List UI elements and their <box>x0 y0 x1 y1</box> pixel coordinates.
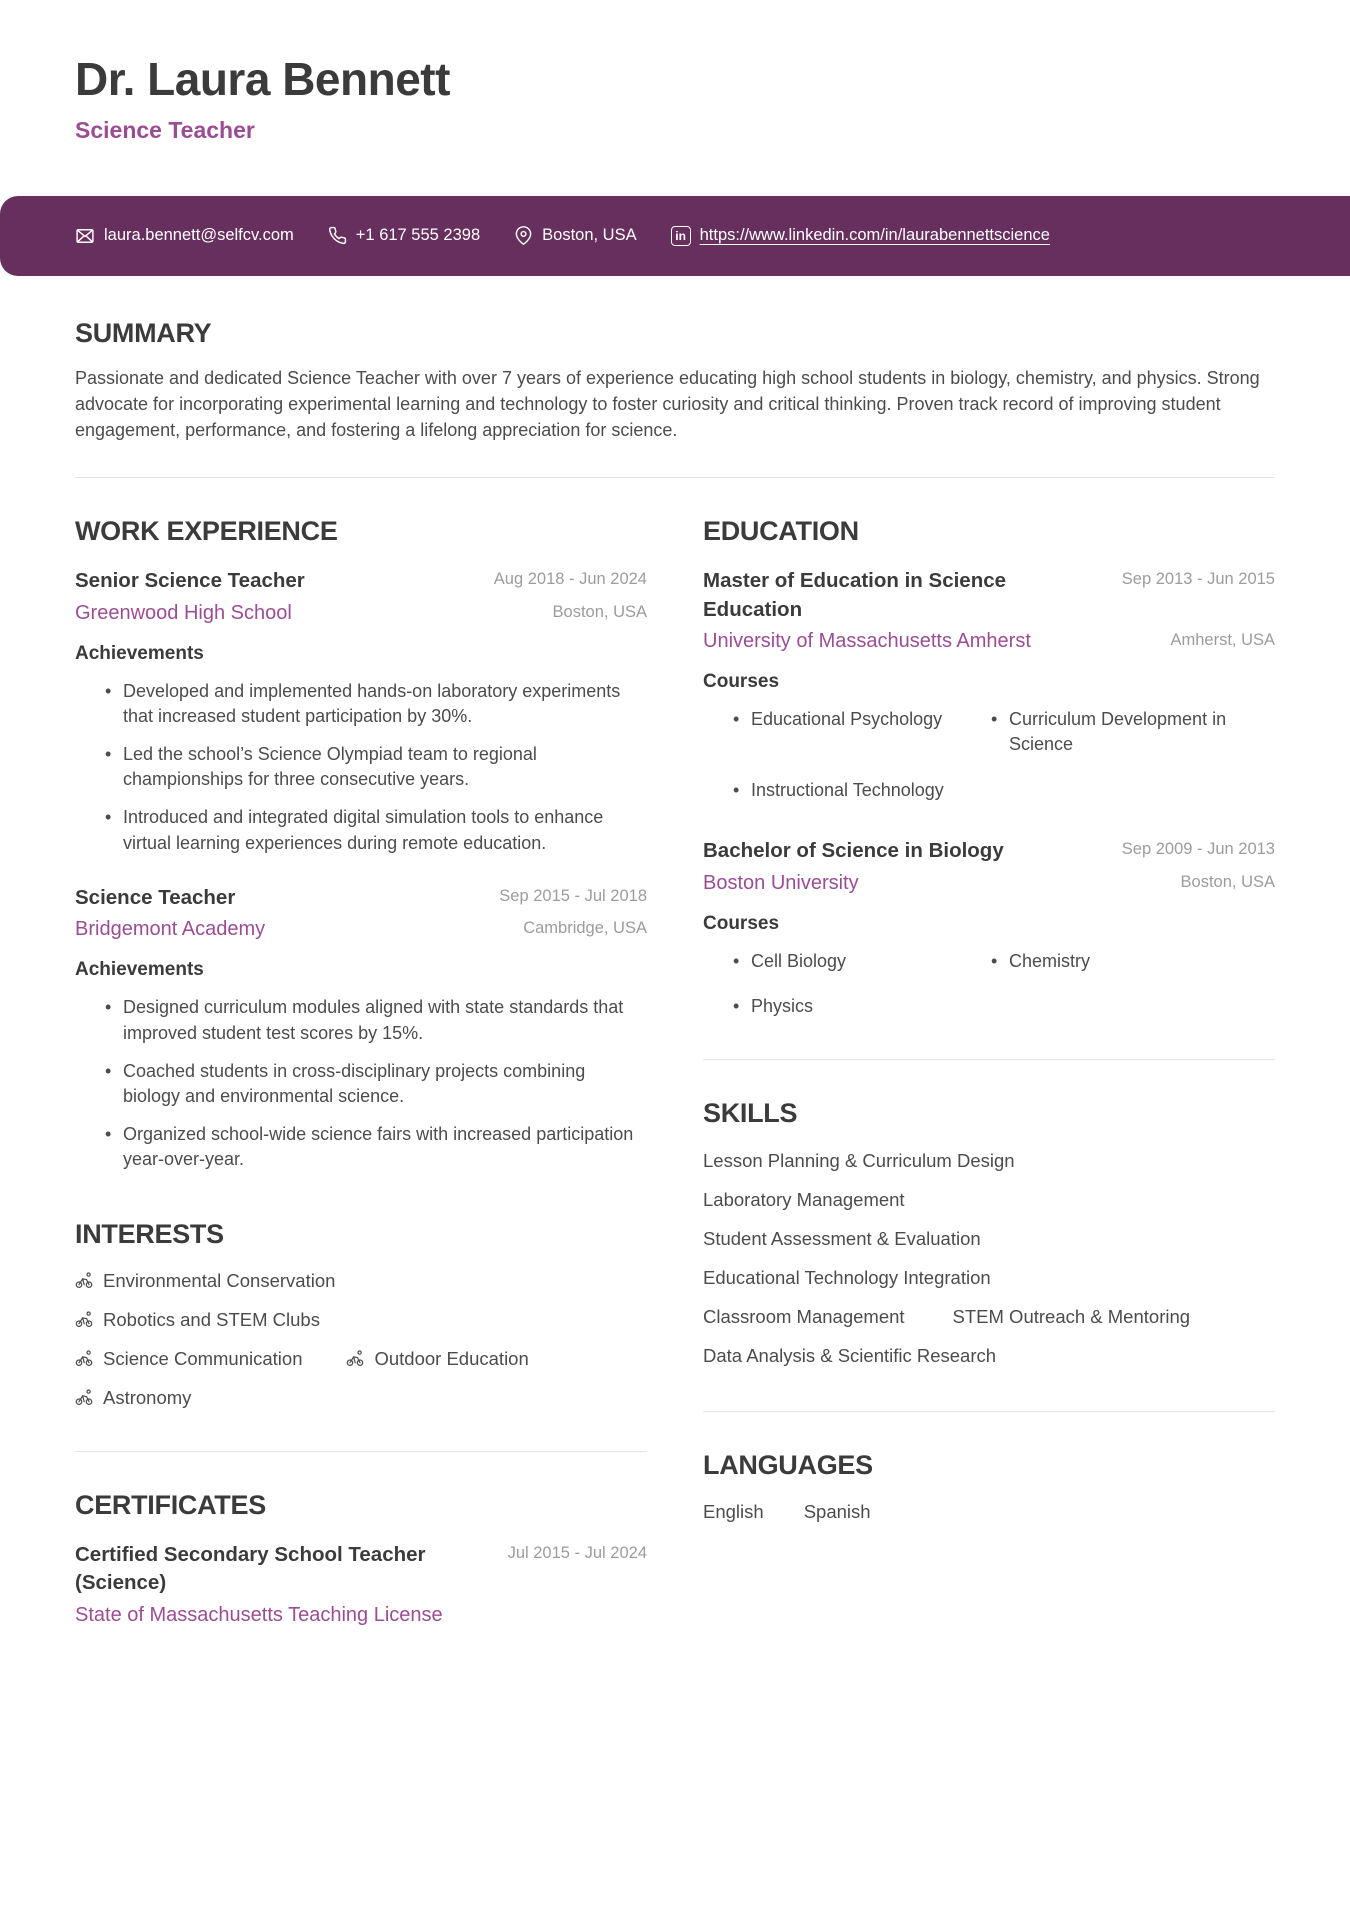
language-item: English <box>703 1500 764 1522</box>
interests-heading: INTERESTS <box>75 1218 224 1249</box>
achievements-list <box>75 995 647 1172</box>
person-job-title: Science Teacher <box>75 116 255 143</box>
linkedin-link[interactable]: https://www.linkedin.com/in/laurabennettscience <box>699 226 1050 245</box>
contact-linkedin <box>671 226 1050 246</box>
interest-item <box>346 1348 528 1370</box>
degree-entry <box>703 837 1275 1019</box>
languages-heading: LANGUAGES <box>703 1449 873 1480</box>
contact-email <box>75 226 294 246</box>
divider <box>703 1411 1275 1412</box>
interest-label: Astronomy <box>103 1386 192 1408</box>
skill-item: STEM Outreach & Mentoring <box>952 1305 1191 1327</box>
degree-dates: Sep 2009 - Jun 2013 <box>1121 839 1275 858</box>
certificates-heading: CERTIFICATES <box>75 1489 266 1520</box>
certificate-entry <box>75 1541 647 1627</box>
cyclist-icon <box>75 1350 93 1367</box>
degree-title: Master of Education in Science Education <box>703 568 1007 621</box>
skills-list <box>703 1149 1275 1369</box>
interest-item <box>75 1387 191 1409</box>
skill-item: Student Assessment & Evaluation <box>703 1227 981 1249</box>
courses-label: Courses <box>703 671 780 693</box>
certificate-dates: Jul 2015 - Jul 2024 <box>507 1543 647 1562</box>
language-item: Spanish <box>803 1500 871 1522</box>
interest-item <box>75 1309 320 1331</box>
certificate-issuer: State of Massachusetts Teaching License <box>75 1603 443 1626</box>
location-pin-icon <box>514 226 533 245</box>
education-heading: EDUCATION <box>703 515 859 546</box>
summary-heading: SUMMARY <box>75 317 212 348</box>
achievements-list <box>75 679 647 856</box>
degree-dates: Sep 2013 - Jun 2015 <box>1121 569 1275 588</box>
cyclist-icon <box>75 1389 93 1406</box>
course-item: • Physics <box>703 994 953 1019</box>
achievement-item: • Led the school’s Science Olympiad team to regional championships for three consecutive years. <box>75 742 647 792</box>
job-company: Bridgemont Academy <box>75 918 266 941</box>
achievement-item: • Developed and implemented hands-on laboratory experiments that increased student participation by 30%. <box>75 679 647 729</box>
phone-icon <box>328 226 347 245</box>
contact-location-text: Boston, USA <box>542 226 637 245</box>
degree-school: Boston University <box>703 871 859 894</box>
left-column <box>75 478 647 1655</box>
job-title: Science Teacher <box>75 885 236 909</box>
interest-label: Science Communication <box>103 1347 303 1369</box>
certificate-title: Certified Secondary School Teacher (Science) <box>75 1542 426 1595</box>
person-name: Dr. Laura Bennett <box>75 53 450 105</box>
degree-school: University of Massachusetts Amherst <box>703 630 1031 653</box>
achievement-item: • Organized school-wide science fairs with increased participation year-over-year. <box>75 1122 647 1172</box>
achievement-item: • Introduced and integrated digital simulation tools to enhance virtual learning experiences during remote education. <box>75 805 647 855</box>
interests-list <box>75 1270 647 1409</box>
contact-location <box>514 226 636 245</box>
contact-phone <box>328 226 480 245</box>
right-column <box>703 478 1275 1523</box>
job-entry <box>75 567 647 856</box>
degree-title: Bachelor of Science in Biology <box>703 838 1004 862</box>
languages-list <box>703 1501 1275 1523</box>
skill-item: Lesson Planning & Curriculum Design <box>703 1149 1015 1171</box>
job-company: Greenwood High School <box>75 601 292 624</box>
course-item: • Cell Biology <box>703 949 953 974</box>
courses-label: Courses <box>703 912 780 934</box>
cyclist-icon <box>75 1311 93 1328</box>
course-item: • Chemistry <box>961 949 1275 974</box>
job-entry <box>75 884 647 1173</box>
interest-label: Environmental Conservation <box>103 1269 336 1291</box>
course-item: • Instructional Technology <box>703 778 953 803</box>
summary-text: Passionate and dedicated Science Teacher with over 7 years of experience educating high school students in biology, chemistry, and physics. Strong advocate for incorporating experimental learning and technology to foster curiosity and critical thinking. Proven track record of improving student engagement, performance, and fostering a lifelong appreciation for science. <box>75 367 1260 440</box>
course-item: • Curriculum Development in Science <box>961 707 1275 757</box>
contact-email-text: laura.bennett@selfcv.com <box>104 226 294 245</box>
courses-list <box>703 707 1275 803</box>
job-title: Senior Science Teacher <box>75 568 305 592</box>
achievements-label: Achievements <box>75 959 204 981</box>
course-item: • Educational Psychology <box>703 707 953 757</box>
degree-entry <box>703 567 1275 803</box>
achievements-label: Achievements <box>75 642 204 664</box>
skill-item: Educational Technology Integration <box>703 1266 991 1288</box>
job-dates: Aug 2018 - Jun 2024 <box>493 569 647 588</box>
degree-location: Boston, USA <box>1180 872 1275 891</box>
job-location: Cambridge, USA <box>523 919 647 938</box>
skill-item: Classroom Management <box>703 1305 905 1327</box>
interest-item <box>75 1348 302 1370</box>
job-dates: Sep 2015 - Jul 2018 <box>499 886 647 905</box>
job-location: Boston, USA <box>552 602 647 621</box>
interest-item <box>75 1270 335 1292</box>
interest-label: Robotics and STEM Clubs <box>103 1308 320 1330</box>
contact-phone-text: +1 617 555 2398 <box>355 226 481 245</box>
cyclist-icon <box>346 1350 364 1367</box>
interest-label: Outdoor Education <box>374 1347 529 1369</box>
skills-heading: SKILLS <box>703 1097 798 1128</box>
linkedin-icon: in <box>671 226 691 246</box>
divider <box>75 1451 647 1452</box>
summary-section <box>75 318 1275 443</box>
skill-item: Data Analysis & Scientific Research <box>703 1344 997 1366</box>
divider <box>703 1059 1275 1060</box>
degree-location: Amherst, USA <box>1170 631 1275 650</box>
achievement-item: • Designed curriculum modules aligned with state standards that improved student test scores by 15%. <box>75 995 647 1045</box>
mail-icon <box>75 226 95 246</box>
skill-item: Laboratory Management <box>703 1188 905 1210</box>
work-experience-heading: WORK EXPERIENCE <box>75 515 338 546</box>
header <box>0 54 1350 144</box>
cyclist-icon <box>75 1272 93 1289</box>
contact-bar <box>0 196 1350 276</box>
courses-list <box>703 949 1275 1019</box>
achievement-item: • Coached students in cross-disciplinary projects combining biology and environmental science. <box>75 1059 647 1109</box>
